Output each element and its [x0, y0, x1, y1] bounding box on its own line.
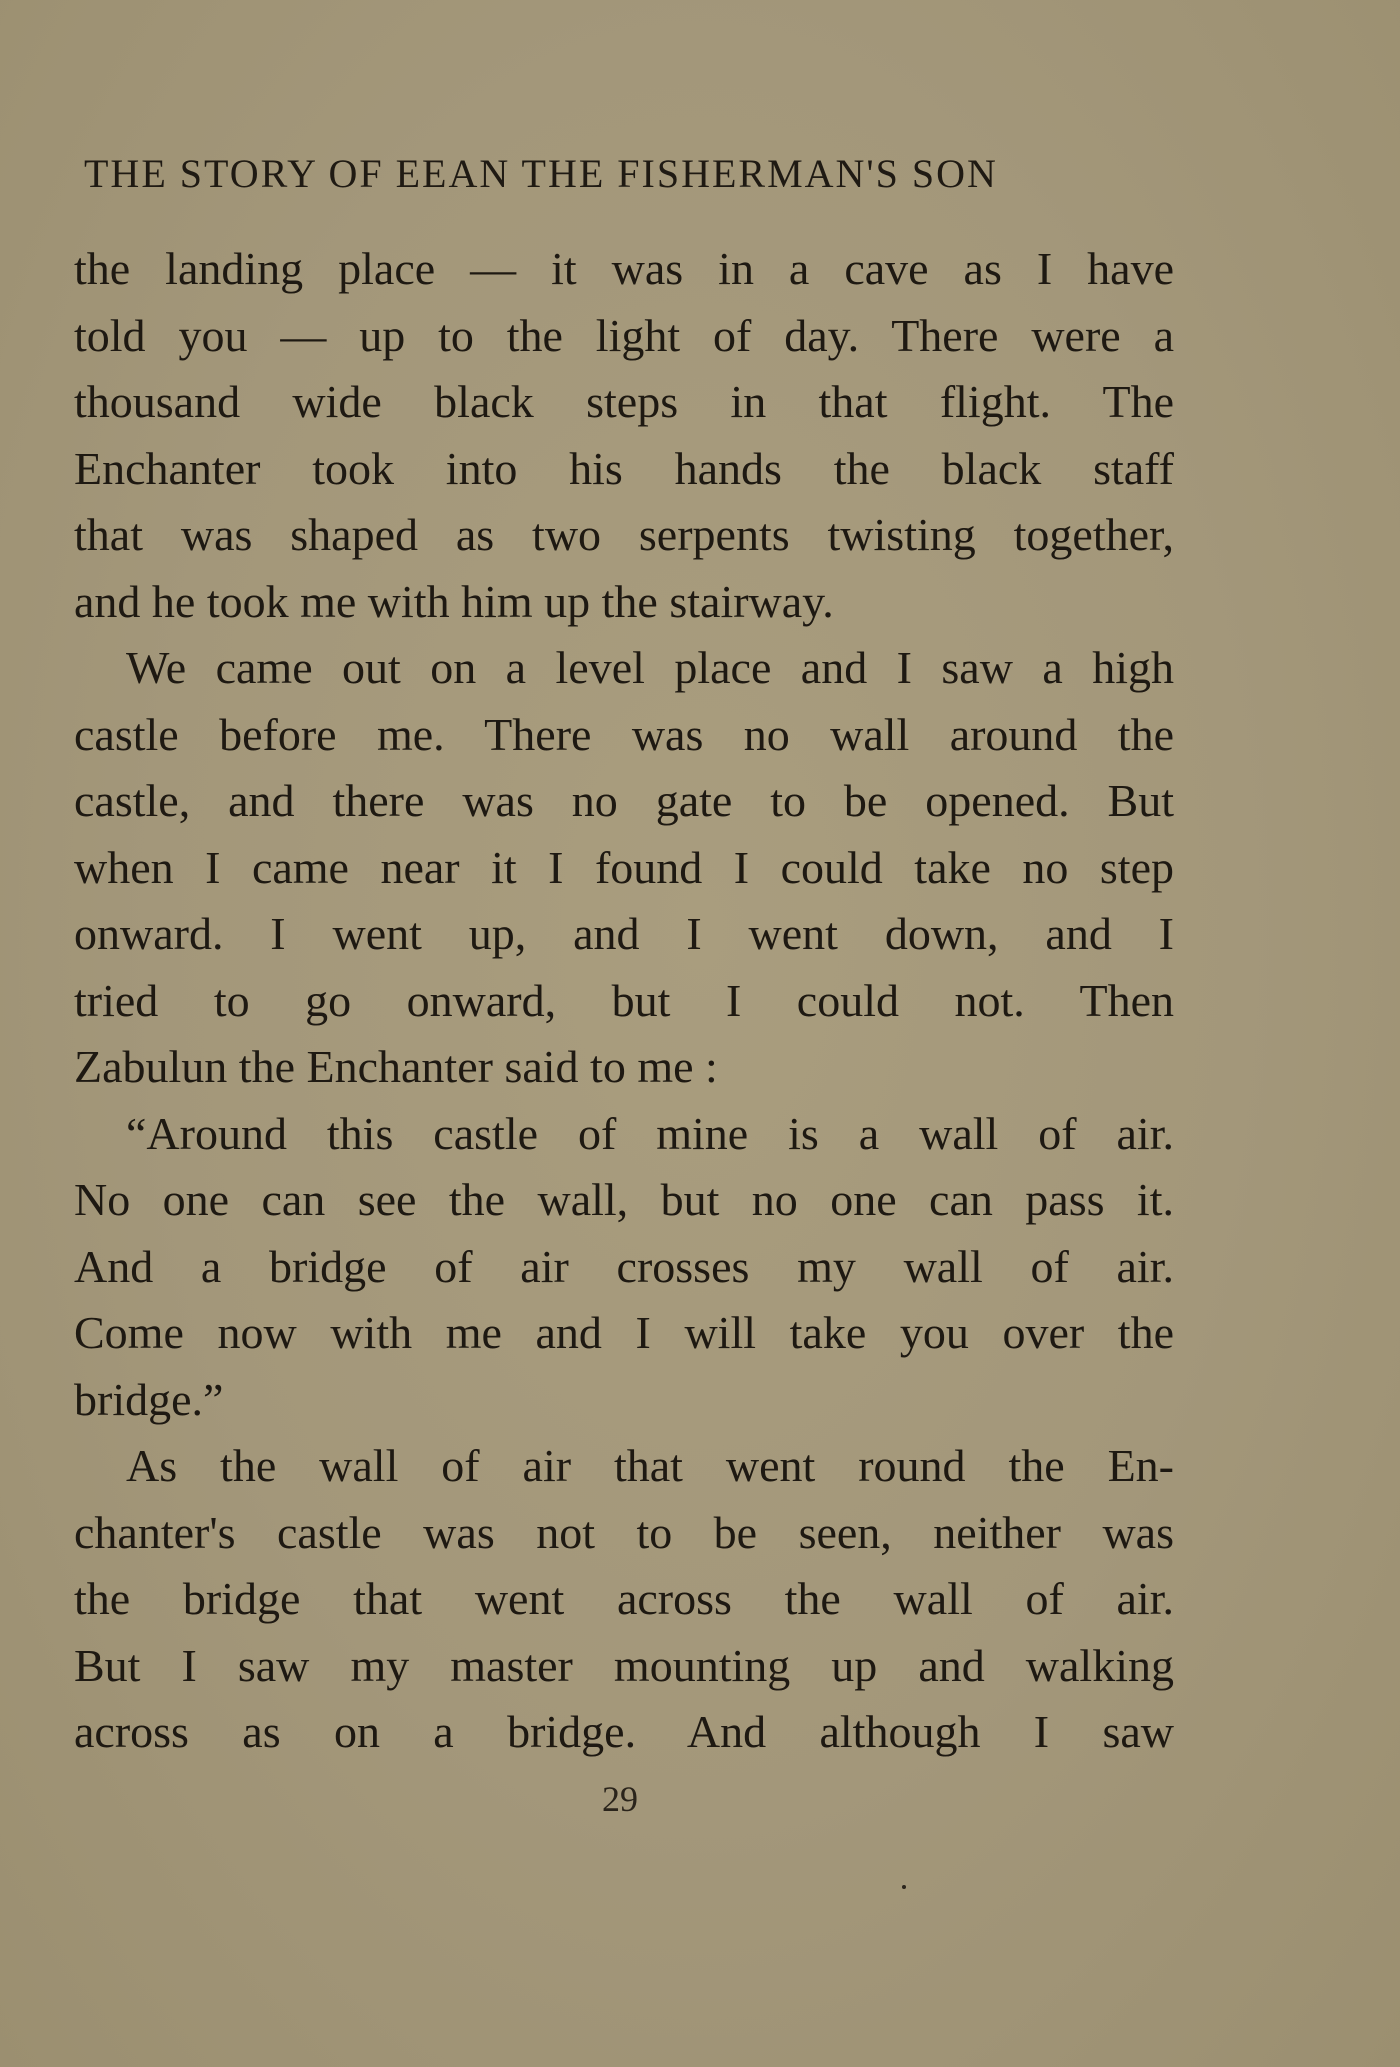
- text-line: castle before me. There was no wall around the: [74, 708, 1174, 760]
- text-line: And a bridge of air crosses my wall of air.: [74, 1240, 1174, 1292]
- text-line: the landing place — it was in a cave as I have: [74, 243, 1174, 294]
- body-text: [74, 236, 1174, 1766]
- text-line: and he took me with him up the stairway.: [74, 575, 834, 627]
- text-line: We came out on a level place and I saw a high: [126, 642, 1174, 693]
- text-line: tried to go onward, but I could not. Then: [74, 974, 1174, 1026]
- text-line: when I came near it I found I could take no step: [74, 841, 1174, 893]
- text-line: across as on a bridge. And although I saw: [74, 1706, 1174, 1757]
- text-line: that was shaped as two serpents twisting together,: [74, 509, 1174, 560]
- text-line: But I saw my master mounting up and walking: [74, 1639, 1174, 1691]
- ink-speck: [902, 1885, 906, 1889]
- text-line: bridge.”: [74, 1373, 224, 1425]
- text-line: chanter's castle was not to be seen, neither was: [74, 1506, 1174, 1558]
- text-line: told you — up to the light of day. There were a: [74, 309, 1174, 361]
- text-line: Zabulun the Enchanter said to me :: [74, 1041, 718, 1092]
- text-line: thousand wide black steps in that flight. The: [74, 376, 1174, 427]
- text-line: the bridge that went across the wall of air.: [74, 1573, 1174, 1624]
- text-line: “Around this castle of mine is a wall of air.: [126, 1107, 1174, 1159]
- text-line: onward. I went up, and I went down, and I: [74, 908, 1174, 959]
- text-line: As the wall of air that went round the En-: [126, 1440, 1174, 1491]
- text-line: No one can see the wall, but no one can pass it.: [74, 1174, 1174, 1225]
- text-line: Come now with me and I will take you over the: [74, 1307, 1174, 1358]
- page-number: 29: [602, 1779, 638, 1819]
- text-line: castle, and there was no gate to be opened. But: [74, 775, 1174, 826]
- text-line: Enchanter took into his hands the black staff: [74, 442, 1174, 494]
- running-head: THE STORY OF EEAN THE FISHERMAN'S SON: [84, 151, 998, 196]
